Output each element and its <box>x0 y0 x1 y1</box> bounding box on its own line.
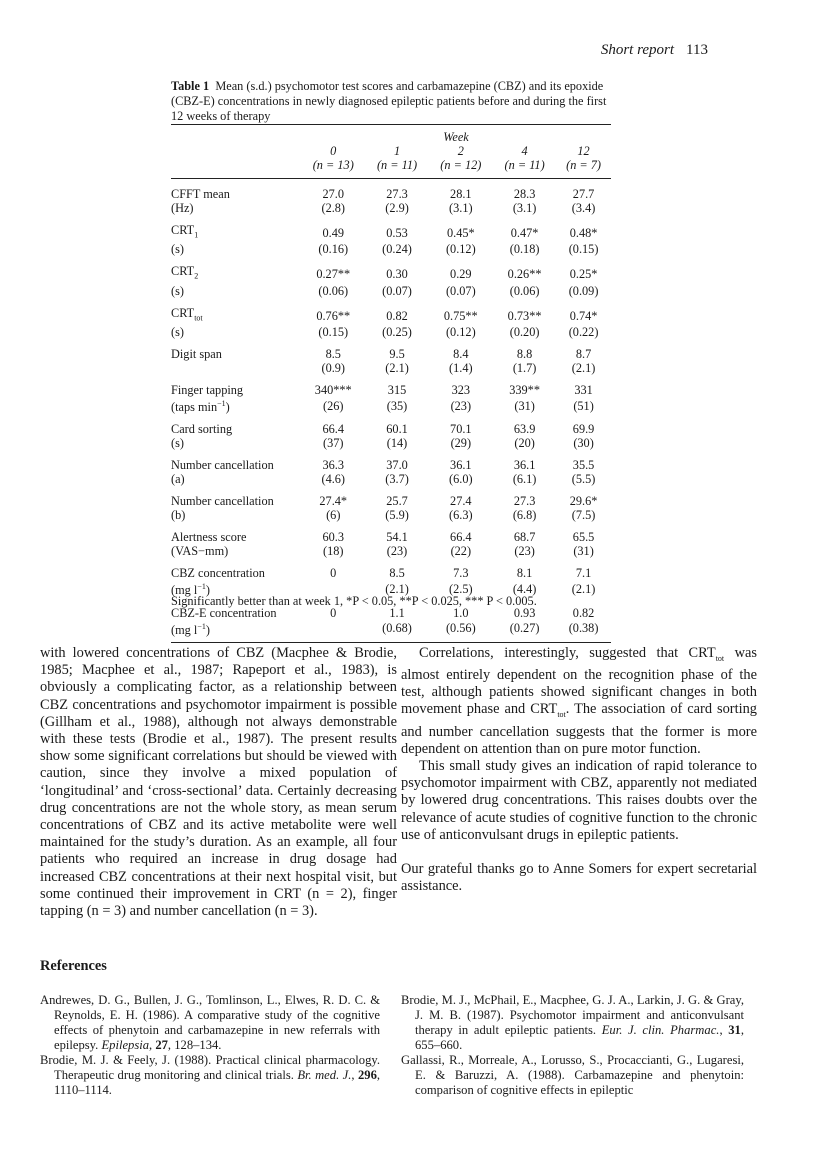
row-label-text: Number cancellation <box>171 494 274 509</box>
cell-sd: (5.9) <box>385 508 409 523</box>
reference-item <box>40 1053 380 1098</box>
row-label <box>171 179 301 202</box>
row-spacer <box>171 256 611 264</box>
cell-sd: (0.25) <box>382 325 412 340</box>
cell-sd: (23) <box>514 544 535 559</box>
row-spacer-cell <box>171 375 611 383</box>
body-column-right <box>401 645 757 895</box>
column-n: (n = 11) <box>366 158 429 179</box>
cell-sd: (3.1) <box>449 201 473 215</box>
row-spacer-cell <box>171 339 611 347</box>
cell-sd: (0.16) <box>318 242 349 257</box>
row-label-text: CBZ-E concentration <box>171 605 277 620</box>
ref-authors: Brodie, M. J. & Feely, J. (1988). Practical clinical pharmacology. Therapeutic drug monitoring and clinical trials. <box>40 1053 380 1082</box>
cell-mean: 0.82 <box>386 308 408 323</box>
ref-sep: , <box>719 1023 729 1037</box>
table-caption-label: Table 1 <box>171 79 210 93</box>
row-unit-text: (a) <box>171 472 185 487</box>
cell-sd: (6.3) <box>449 508 473 523</box>
cell-mean: 9.5 <box>389 347 405 362</box>
body-paragraph <box>401 645 757 758</box>
row-unit <box>171 436 301 450</box>
reference-item <box>40 993 380 1053</box>
row-unit <box>171 397 301 414</box>
cell-mean: 0.53 <box>386 225 408 240</box>
row-unit <box>171 361 301 375</box>
running-head-title: Short report <box>600 42 675 58</box>
cell-sd: (2.1) <box>571 361 596 376</box>
acknowledgement: Our grateful thanks go to Anne Somers for expert secretarial assistance. <box>401 860 757 895</box>
cell-mean: 0.73** <box>507 308 542 323</box>
cell-sd: (23) <box>450 398 472 413</box>
cell-mean: 27.3 <box>513 494 536 509</box>
cell-mean: 36.3 <box>322 458 345 473</box>
cell-mean: 27.3 <box>386 187 408 201</box>
body-column-left <box>40 645 397 920</box>
ref-authors: Brodie, M. J., McPhail, E., Macphee, G. J. A., Larkin, J. G. & Gray, J. M. B. (1987). Psychomotor impairment and anticonvulsant therapy in adult epileptic patients. <box>401 993 744 1037</box>
cell-mean: 27.7 <box>572 187 595 201</box>
cell-mean: 29.6* <box>569 494 598 509</box>
cell-sd: (22) <box>450 544 472 559</box>
text-run: . The association of card sorting and number cancellation suggests that the former is more dependent on attention than on pure motor function. <box>401 701 757 757</box>
row-unit <box>171 242 301 256</box>
column-week: 2 <box>457 144 464 158</box>
table-row-sd <box>171 397 611 414</box>
cell-sd: (6) <box>326 508 341 523</box>
cell-mean: 1.1 <box>389 605 405 620</box>
cell-sd: (2.5) <box>449 582 473 596</box>
cell-mean: 8.7 <box>575 347 592 362</box>
row-label <box>171 223 301 242</box>
cell-sd: (0.07) <box>445 283 476 298</box>
table-row-mean <box>171 530 611 544</box>
table-row-mean <box>171 494 611 508</box>
reference-item <box>401 1053 744 1098</box>
row-spacer <box>171 215 611 223</box>
row-label-text: Number cancellation <box>171 458 274 473</box>
cell-sd <box>301 620 366 643</box>
cell-mean: 70.1 <box>450 422 472 437</box>
ref-pages: , 128–134. <box>167 1038 222 1052</box>
column-week: 0 <box>330 144 337 158</box>
ref-volume: 296 <box>357 1068 377 1082</box>
row-spacer-cell <box>171 486 611 494</box>
cell-mean: 60.1 <box>386 422 408 437</box>
cell-sd: (31) <box>514 398 535 413</box>
row-spacer-cell <box>171 522 611 530</box>
cell-mean: 36.1 <box>513 458 536 473</box>
cell-mean: 7.1 <box>575 566 592 581</box>
cell-sd: (0.06) <box>509 283 540 298</box>
row-spacer <box>171 339 611 347</box>
cell-mean: 0.75** <box>443 308 478 323</box>
row-unit-text: (s) <box>171 436 184 451</box>
cell-sd: (18) <box>323 544 344 559</box>
ref-volume: 31 <box>728 1023 741 1037</box>
cell-mean: 0.25* <box>569 267 598 282</box>
table-row-sd <box>171 544 611 558</box>
cell-mean: 25.7 <box>386 494 408 509</box>
row-unit-superscript: −1 <box>197 621 206 631</box>
cell-sd: (30) <box>573 436 594 451</box>
running-head <box>0 42 708 59</box>
cell-mean: 0.29 <box>450 267 472 282</box>
cell-mean: 27.4* <box>319 494 348 509</box>
page-number: 113 <box>686 42 708 58</box>
cell-mean: 28.1 <box>450 187 472 201</box>
cell-sd: (3.1) <box>512 201 537 215</box>
row-spacer-cell <box>171 215 611 223</box>
cell-sd: (0.56) <box>429 620 494 643</box>
table-row-sd <box>171 361 611 375</box>
row-label <box>171 530 301 544</box>
cell-sd: (0.20) <box>509 325 540 340</box>
ref-journal: Br. med. J. <box>297 1068 352 1082</box>
cell-mean: 36.1 <box>450 458 472 473</box>
row-spacer-cell <box>171 450 611 458</box>
row-unit-text: (s) <box>171 242 184 257</box>
cell-sd: (23) <box>386 544 408 559</box>
row-unit-text: (mg l <box>171 583 198 598</box>
ref-pages: , 655–660. <box>415 1023 744 1052</box>
row-unit-superscript: −1 <box>217 399 226 409</box>
ref-sep: , <box>351 1068 358 1082</box>
cell-mean: 1.0 <box>453 605 469 620</box>
reference-item <box>401 993 744 1053</box>
references-column-right <box>401 993 744 1098</box>
cell-sd: (1.7) <box>512 361 537 376</box>
table-row-sd <box>171 325 611 339</box>
cell-sd: (0.09) <box>568 283 599 298</box>
ref-journal: Eur. J. clin. Pharmac. <box>601 1023 720 1037</box>
references-heading: References <box>40 958 107 974</box>
table-row-mean <box>171 422 611 436</box>
row-unit-text: (s) <box>171 325 184 340</box>
row-label <box>171 566 301 580</box>
cell-sd: (35) <box>386 398 408 413</box>
cell-sd: (0.15) <box>568 242 599 257</box>
column-n: (n = 7) <box>556 158 611 179</box>
row-label <box>171 306 301 325</box>
row-unit-text: (VAS−mm) <box>171 544 229 559</box>
row-unit <box>171 508 301 522</box>
cell-sd: (2.1) <box>571 582 596 596</box>
cell-mean: 27.4 <box>450 494 472 509</box>
cell-mean: 68.7 <box>513 530 536 545</box>
row-label <box>171 347 301 361</box>
table-footnote: Significantly better than at week 1, *P < 0.05, **P < 0.025, *** P < 0.005. <box>171 594 537 608</box>
table-row-mean <box>171 347 611 361</box>
cell-mean: 8.8 <box>516 347 533 362</box>
ref-volume: 27 <box>155 1038 168 1052</box>
cell-mean: 340*** <box>314 383 352 398</box>
row-spacer <box>171 558 611 566</box>
row-spacer-cell <box>171 558 611 566</box>
cell-sd: (0.68) <box>366 620 429 643</box>
table-caption-text: Mean (s.d.) psychomotor test scores and carbamazepine (CBZ) and its epoxide (CBZ-E) concentrations in newly diagnosed epileptic patients before and during the first 12 weeks of therapy <box>171 79 607 123</box>
column-n: (n = 12) <box>429 158 494 179</box>
cell-mean: 63.9 <box>513 422 536 437</box>
table-row-mean <box>171 306 611 325</box>
cell-mean: 66.4 <box>322 422 345 437</box>
row-label <box>171 494 301 508</box>
cell-sd: (0.06) <box>318 283 349 298</box>
row-spacer <box>171 375 611 383</box>
row-label-subscript: 2 <box>194 271 199 281</box>
row-unit <box>171 325 301 339</box>
subscript: tot <box>557 710 566 720</box>
cell-sd: (7.5) <box>571 508 596 523</box>
row-label-subscript: tot <box>194 313 203 323</box>
row-unit <box>171 620 301 643</box>
cell-mean: 66.4 <box>450 530 472 545</box>
cell-mean: 7.3 <box>453 566 469 581</box>
row-label <box>171 458 301 472</box>
row-spacer <box>171 522 611 530</box>
cell-sd: (6.8) <box>512 508 537 523</box>
cell-mean: 54.1 <box>386 530 408 545</box>
row-label <box>171 422 301 436</box>
cell-mean: 60.3 <box>322 530 345 545</box>
row-label-text: CFFT mean <box>171 187 230 201</box>
ref-pages: , 1110–1114. <box>54 1068 381 1097</box>
table-row-mean <box>171 264 611 283</box>
cell-sd: (5.5) <box>571 472 596 487</box>
cell-sd: (14) <box>386 436 408 451</box>
cell-sd: (2.9) <box>385 201 409 215</box>
table-row-mean <box>171 223 611 242</box>
week-header: Week <box>301 125 611 145</box>
table-row-mean <box>171 566 611 580</box>
row-label-text: CBZ concentration <box>171 566 265 581</box>
row-unit-text: (Hz) <box>171 201 194 215</box>
results-table <box>171 124 611 643</box>
row-spacer-cell <box>171 414 611 422</box>
cell-sd: (29) <box>450 436 472 451</box>
cell-sd: (26) <box>323 398 344 413</box>
table-row-sd <box>171 472 611 486</box>
column-week: 4 <box>521 144 528 158</box>
row-unit-close: ) <box>225 400 230 415</box>
cell-mean: 35.5 <box>572 458 595 473</box>
row-label <box>171 264 301 283</box>
cell-mean: 0 <box>330 605 337 620</box>
row-unit-close: ) <box>205 622 210 637</box>
row-unit-text: (s) <box>171 283 184 298</box>
text-run: was almost entirely dependent on the recognition phase of the test, although patients showed significant changes in both movement phase and CRT <box>401 645 757 718</box>
row-spacer <box>171 486 611 494</box>
cell-sd: (0.07) <box>382 283 412 298</box>
table-row-sd <box>171 201 611 215</box>
cell-sd: (0.38) <box>556 620 611 643</box>
cell-sd: (0.12) <box>445 242 476 257</box>
table-row-mean <box>171 458 611 472</box>
cell-mean: 0.93 <box>513 605 536 620</box>
column-week: 1 <box>393 144 401 158</box>
cell-mean: 323 <box>451 383 471 398</box>
cell-sd: (4.6) <box>321 472 346 487</box>
row-label-text: CRT <box>171 223 195 237</box>
column-n: (n = 11) <box>493 158 556 179</box>
table-row-sd <box>171 620 611 643</box>
cell-mean: 65.5 <box>572 530 595 545</box>
cell-mean: 0.76** <box>316 308 351 323</box>
row-unit-close: ) <box>205 583 210 598</box>
row-unit-superscript: −1 <box>197 582 206 592</box>
table-row-sd <box>171 242 611 256</box>
cell-mean: 8.5 <box>325 347 341 362</box>
cell-sd: (1.4) <box>449 361 473 376</box>
cell-sd: (0.24) <box>382 242 412 257</box>
body-paragraph: with lowered concentrations of CBZ (Macphee & Brodie, 1985; Macphee et al., 1987; Rapeport et al., 1983), is obviously a complicating factor, as a relationship between CBZ concentrations and psychomotor impairment is possible (Gillham et al., 1988), although not always demonstrable with these tests (Brodie et al., 1987). The present results show some significant correlations but should be viewed with caution, since they involve a mixed population of ‘longitudinal’ and ‘cross-sectional’ data. Certainly decreasing drug concentrations are not the whole story, as mean serum concentrations of CBZ and its active metabolite were well maintained for the study’s duration. As an example, all four patients who required an increase in drug dosage had increased CBZ concentrations at their next hospital visit, but some continued their improvement in CRT (n = 2), finger tapping (n = 3) and number cancellation (n = 3). <box>40 645 397 920</box>
cell-mean: 0.82 <box>572 605 595 620</box>
row-spacer-cell <box>171 256 611 264</box>
row-unit-text: (taps min <box>171 400 218 415</box>
cell-sd: (0.9) <box>321 361 346 376</box>
cell-mean: 27.0 <box>322 187 345 201</box>
cell-sd: (6.0) <box>449 472 473 487</box>
cell-mean: 0.26** <box>507 267 542 282</box>
table-row-sd <box>171 284 611 298</box>
cell-mean: 339** <box>509 383 540 398</box>
cell-mean: 0.27** <box>316 267 351 282</box>
cell-mean: 331 <box>574 383 593 398</box>
row-label-text: Alertness score <box>171 530 247 545</box>
cell-sd: (2.8) <box>321 201 346 215</box>
cell-mean: 8.1 <box>516 566 533 581</box>
table-row-sd <box>171 436 611 450</box>
cell-mean: 37.0 <box>386 458 408 473</box>
cell-mean: 0 <box>330 566 337 581</box>
row-unit <box>171 284 301 298</box>
row-label <box>171 383 301 397</box>
row-unit <box>171 472 301 486</box>
cell-sd: (3.4) <box>571 201 596 215</box>
table-caption <box>171 79 611 124</box>
results-table-body <box>171 179 611 643</box>
cell-sd: (0.18) <box>509 242 540 257</box>
cell-sd: (3.7) <box>385 472 409 487</box>
ref-journal: Epilepsia <box>101 1038 150 1052</box>
cell-mean: 0.74* <box>569 308 598 323</box>
cell-mean: 8.4 <box>453 347 469 362</box>
body-paragraph: This small study gives an indication of rapid tolerance to psychomotor impairment with CBZ, apparently not mediated by lowered drug concentrations. This raises doubts over the relevance of acute studies of cognitive function to the chronic use of anticonvulsant drugs in epileptic patients. <box>401 757 757 843</box>
column-week: 12 <box>577 144 590 158</box>
ref-sep: , <box>149 1038 156 1052</box>
subscript: tot <box>715 653 725 663</box>
cell-sd: (20) <box>514 436 535 451</box>
column-n: (n = 13) <box>301 158 366 179</box>
cell-sd: (2.1) <box>385 582 409 596</box>
row-label-text: CRT <box>171 305 195 320</box>
table-row-mean <box>171 179 611 202</box>
cell-sd: (31) <box>573 544 594 559</box>
row-label-text: Finger tapping <box>171 383 244 398</box>
cell-mean: 0.48* <box>569 225 598 240</box>
cell-mean: 69.9 <box>572 422 595 437</box>
cell-mean: 28.3 <box>513 187 536 201</box>
cell-sd: (0.22) <box>568 325 599 340</box>
row-label-text: Digit span <box>171 347 222 362</box>
row-label-text: CRT <box>171 264 195 279</box>
row-unit <box>171 201 301 215</box>
cell-sd: (6.1) <box>512 472 537 487</box>
ref-authors: Andrewes, D. G., Bullen, J. G., Tomlinson, L., Elwes, R. D. C. & Reynolds, E. H. (1986). A comparative study of the cognitive effects of phenytoin and carbamazepine in new referrals with epilepsy. <box>40 993 380 1052</box>
row-spacer-cell <box>171 298 611 306</box>
cell-mean: 0.45* <box>446 225 475 240</box>
cell-mean: 8.5 <box>389 566 405 581</box>
ref-authors: Gallassi, R., Morreale, A., Lorusso, S., Procaccianti, G., Lugaresi, E. & Baruzzi, A. (1988). Carbamazepine and phenytoin: comparison of cognitive effects in epileptic <box>401 1053 744 1097</box>
row-unit-text: (mg l <box>171 622 198 637</box>
text-run: Correlations, interestingly, suggested that CRT <box>419 645 716 661</box>
cell-mean: 0.49 <box>322 225 345 240</box>
cell-mean: 0.47* <box>510 225 539 240</box>
references-column-left <box>40 993 380 1098</box>
table-row-sd <box>171 508 611 522</box>
table-row-mean <box>171 383 611 397</box>
cell-sd: (4.4) <box>512 582 537 596</box>
row-unit-text: (b) <box>171 508 186 523</box>
cell-sd: (2.1) <box>385 361 409 376</box>
cell-sd: (51) <box>573 398 594 413</box>
row-spacer <box>171 450 611 458</box>
cell-sd: (0.27) <box>493 620 556 643</box>
cell-mean: 315 <box>387 383 407 398</box>
row-spacer <box>171 298 611 306</box>
row-label-subscript: 1 <box>194 230 199 240</box>
cell-sd: (37) <box>323 436 344 451</box>
cell-sd: (0.12) <box>445 325 476 340</box>
cell-sd: (0.15) <box>318 325 349 340</box>
row-unit <box>171 544 301 558</box>
row-label-text: Card sorting <box>171 422 233 437</box>
cell-mean: 0.30 <box>386 267 408 282</box>
row-spacer <box>171 414 611 422</box>
